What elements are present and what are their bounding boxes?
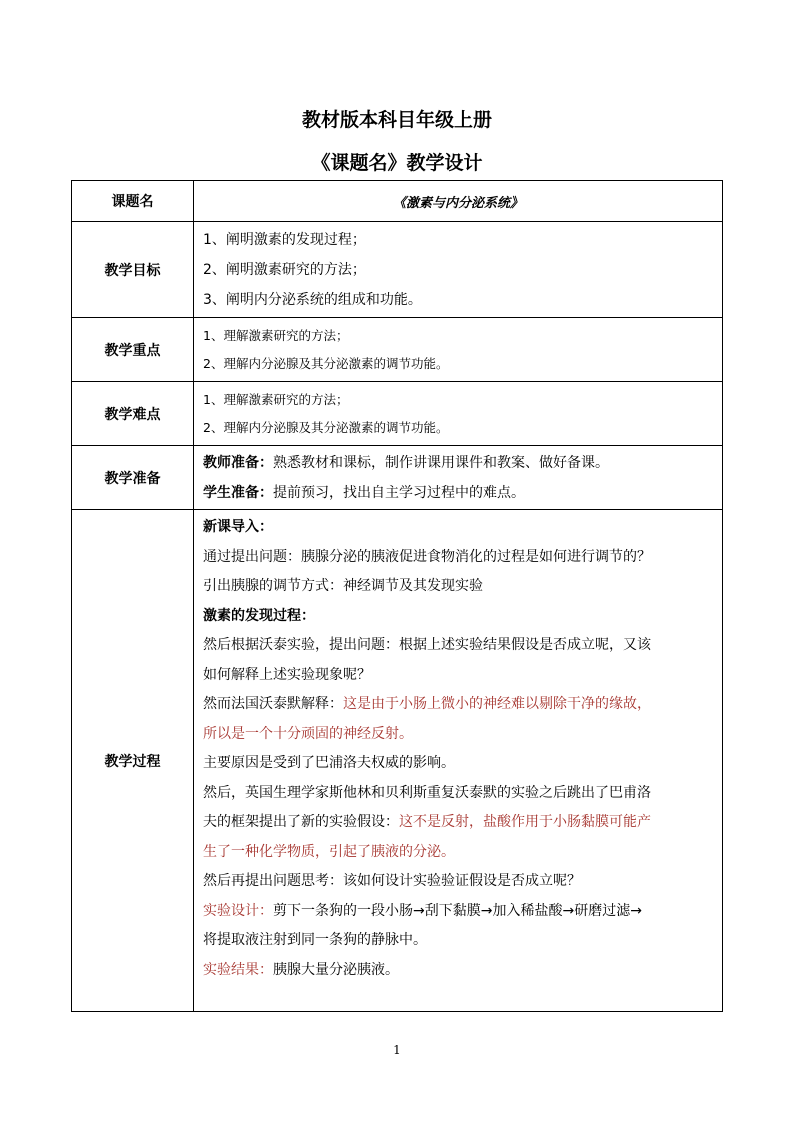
document-subtitle: 《课题名》教学设计 <box>311 152 483 174</box>
goals-content <box>194 222 723 318</box>
difficulties-content <box>194 382 723 446</box>
preparation-label: 教学准备 <box>72 446 194 510</box>
teacher-prep-line <box>203 448 716 478</box>
table-row-preparation <box>72 446 723 510</box>
key-point-item: 2、理解内分泌腺及其分泌激素的调节功能。 <box>203 355 449 371</box>
process-paragraph <box>203 690 716 720</box>
process-paragraph <box>203 897 716 927</box>
goal-item: 1、阐明激素的发现过程； <box>203 231 366 248</box>
experiment-design-label: 实验设计： <box>203 902 273 919</box>
preparation-content <box>194 446 723 510</box>
key-point-item: 1、理解激素研究的方法； <box>203 327 349 343</box>
intro-heading: 新课导入： <box>203 519 273 535</box>
process-paragraph: 然后，英国生理学家斯他林和贝利斯重复沃泰默的实验之后跳出了巴甫洛 <box>203 784 651 801</box>
highlighted-text: 这不是反射，盐酸作用于小肠黏膜可能产 <box>399 814 651 830</box>
process-label: 教学过程 <box>72 510 194 1012</box>
difficulty-item: 2、理解内分泌腺及其分泌激素的调节功能。 <box>203 419 449 435</box>
process-paragraph: 引出胰腺的调节方式：神经调节及其发现实验 <box>203 578 483 594</box>
key-points-content <box>194 318 723 382</box>
difficulties-label: 教学难点 <box>72 382 194 446</box>
student-prep-text: 提前预习，找出自主学习过程中的难点。 <box>273 484 525 501</box>
goal-item: 3、阐明内分泌系统的组成和功能。 <box>203 291 422 308</box>
experiment-result-label: 实验结果： <box>203 961 273 978</box>
lesson-plan-table <box>71 180 723 1012</box>
highlighted-text: 这是由于小肠上微小的神经难以剔除干净的缘故， <box>343 696 651 712</box>
plain-text: 胰腺大量分泌胰液。 <box>273 961 399 978</box>
plain-text: 夫的框架提出了新的实验假设： <box>203 814 399 830</box>
student-prep-line <box>203 478 716 508</box>
goal-item: 2、阐明激素研究的方法； <box>203 261 366 278</box>
table-row-difficulties <box>72 382 723 446</box>
teacher-prep-text: 熟悉教材和课标，制作讲课用课件和教案、做好备课。 <box>273 454 609 471</box>
highlighted-text: 生了一种化学物质，引起了胰液的分泌。 <box>203 843 455 860</box>
process-paragraph: 然后根据沃泰实验，提出问题：根据上述实验结果假设是否成立呢，又该 <box>203 637 651 653</box>
table-row-topic <box>72 181 723 222</box>
student-prep-label: 学生准备： <box>203 484 273 501</box>
process-paragraph <box>203 956 716 986</box>
document-title: 教材版本科目年级上册 <box>301 109 492 131</box>
table-row-process <box>72 510 723 1012</box>
topic-value: 《激素与内分泌系统》 <box>194 181 723 222</box>
key-points-label: 教学重点 <box>72 318 194 382</box>
process-paragraph: 然后再提出问题思考：该如何设计实验验证假设是否成立呢？ <box>203 873 581 889</box>
highlighted-text: 所以是一个十分顽固的神经反射。 <box>203 725 413 742</box>
plain-text: 剪下一条狗的一段小肠→刮下黏膜→加入稀盐酸→研磨过滤→ <box>273 902 642 919</box>
table-row-key-points <box>72 318 723 382</box>
teacher-prep-label: 教师准备： <box>203 454 273 471</box>
page-number: 1 <box>393 1043 401 1057</box>
process-paragraph: 如何解释上述实验现象呢？ <box>203 666 371 683</box>
difficulty-item: 1、理解激素研究的方法； <box>203 391 349 407</box>
process-paragraph <box>203 808 716 838</box>
process-content <box>194 510 723 1012</box>
plain-text: 然而法国沃泰默解释： <box>203 696 343 712</box>
process-paragraph: 通过提出问题：胰腺分泌的胰液促进食物消化的过程是如何进行调节的？ <box>203 548 651 565</box>
discovery-heading: 激素的发现过程： <box>203 607 315 624</box>
goals-label: 教学目标 <box>72 222 194 318</box>
topic-label: 课题名 <box>72 181 194 222</box>
process-paragraph: 将提取液注射到同一条狗的静脉中。 <box>203 932 427 948</box>
process-paragraph: 主要原因是受到了巴浦洛夫权威的影响。 <box>203 755 455 771</box>
table-row-goals <box>72 222 723 318</box>
